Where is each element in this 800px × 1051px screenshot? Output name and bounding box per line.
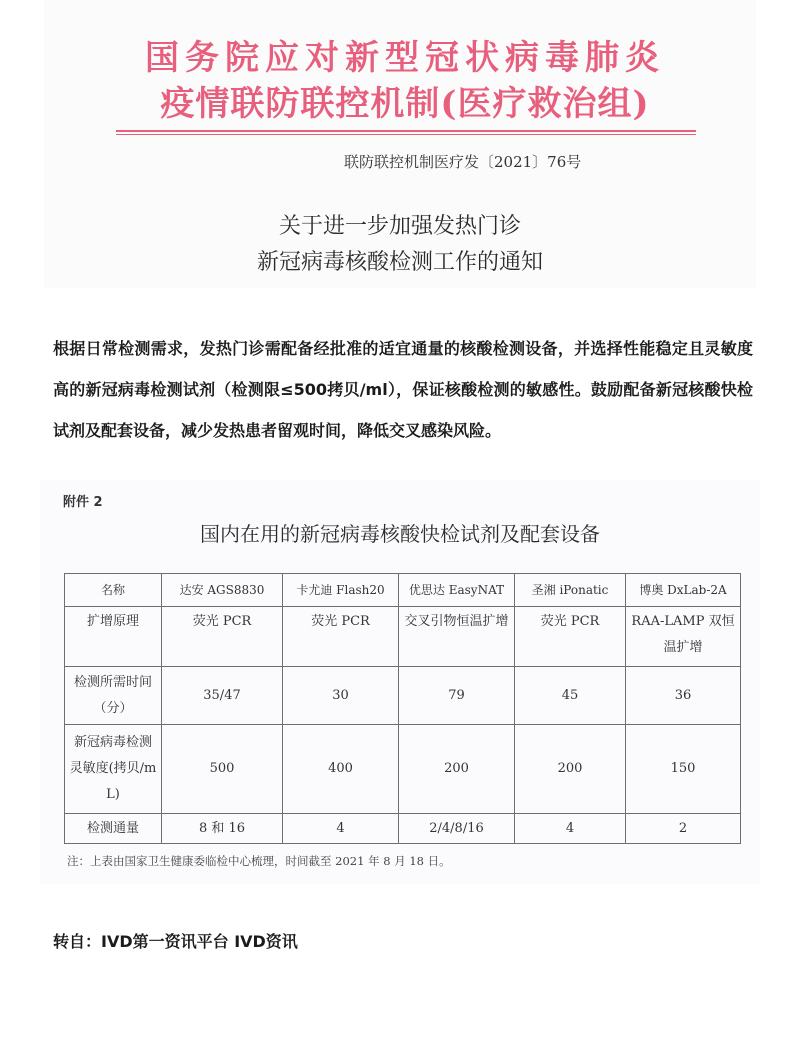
table-cell: 8 和 16 — [162, 814, 283, 844]
table-cell: 荧光 PCR — [515, 607, 626, 667]
table-cell: 400 — [283, 725, 399, 814]
table-row-principle — [65, 607, 741, 667]
row-header: 扩增原理 — [65, 607, 162, 667]
row-header: 检测通量 — [65, 814, 162, 844]
table-cell: 79 — [399, 667, 515, 725]
notice-title-line-2: 新冠病毒核酸检测工作的通知 — [256, 250, 543, 275]
body-paragraph: 根据日常检测需求，发热门诊需配备经批准的适宜通量的核酸检测设备，并选择性能稳定且灵敏度高的新冠病毒检测试剂（检测限≤500拷贝/ml），保证核酸检测的敏感性。鼓励配备新冠核酸快检试剂及配套设备，减少发热患者留观时间，降低交叉感染风险。 — [53, 339, 753, 440]
issuing-org-line-2: 疫情联防联控机制(医疗救治组) — [160, 84, 650, 124]
table-cell: 500 — [162, 725, 283, 814]
notice-header-scan — [44, 0, 756, 288]
table-cell: 圣湘 iPonatic — [515, 574, 626, 607]
table-cell: 荧光 PCR — [162, 607, 283, 667]
row-header: 新冠病毒检测灵敏度(拷贝/mL) — [65, 725, 162, 814]
table-cell: 200 — [399, 725, 515, 814]
table-cell: 45 — [515, 667, 626, 725]
table-cell: 博奥 DxLab-2A — [626, 574, 741, 607]
table-footnote: 注：上表由国家卫生健康委临检中心梳理，时间截至 2021 年 8 月 18 日。 — [67, 854, 451, 868]
table-cell: 150 — [626, 725, 741, 814]
table-cell: 达安 AGS8830 — [162, 574, 283, 607]
table-cell: 2 — [626, 814, 741, 844]
row-header: 检测所需时间（分） — [65, 667, 162, 725]
table-cell: 交叉引物恒温扩增 — [399, 607, 515, 667]
table-cell: 优思达 EasyNAT — [399, 574, 515, 607]
source-attribution: 转自：IVD第一资讯平台 IVD资讯 — [53, 932, 298, 951]
table-cell: 卡尤迪 Flash20 — [283, 574, 399, 607]
table-cell: RAA-LAMP 双恒温扩增 — [626, 607, 741, 667]
rapid-test-devices-table — [64, 573, 741, 844]
document-number: 联防联控机制医疗发〔2021〕76号 — [344, 153, 582, 171]
table-row-throughput — [65, 814, 741, 844]
table-cell: 35/47 — [162, 667, 283, 725]
red-divider-thick — [116, 130, 696, 132]
table-cell: 4 — [515, 814, 626, 844]
red-divider-thin — [116, 134, 696, 135]
attachment-title: 国内在用的新冠病毒核酸快检试剂及配套设备 — [200, 522, 600, 546]
table-cell: 荧光 PCR — [283, 607, 399, 667]
attachment-label: 附件 2 — [63, 495, 103, 510]
table-cell: 36 — [626, 667, 741, 725]
attachment-scan — [40, 480, 760, 884]
table-cell: 30 — [283, 667, 399, 725]
table-row-sensitivity — [65, 725, 741, 814]
row-header: 名称 — [65, 574, 162, 607]
notice-title-line-1: 关于进一步加强发热门诊 — [278, 214, 521, 239]
table-row-time — [65, 667, 741, 725]
table-cell: 4 — [283, 814, 399, 844]
table-cell: 2/4/8/16 — [399, 814, 515, 844]
table-row-name — [65, 574, 741, 607]
issuing-org-line-1: 国务院应对新型冠状病毒肺炎 — [145, 38, 665, 78]
table-cell: 200 — [515, 725, 626, 814]
